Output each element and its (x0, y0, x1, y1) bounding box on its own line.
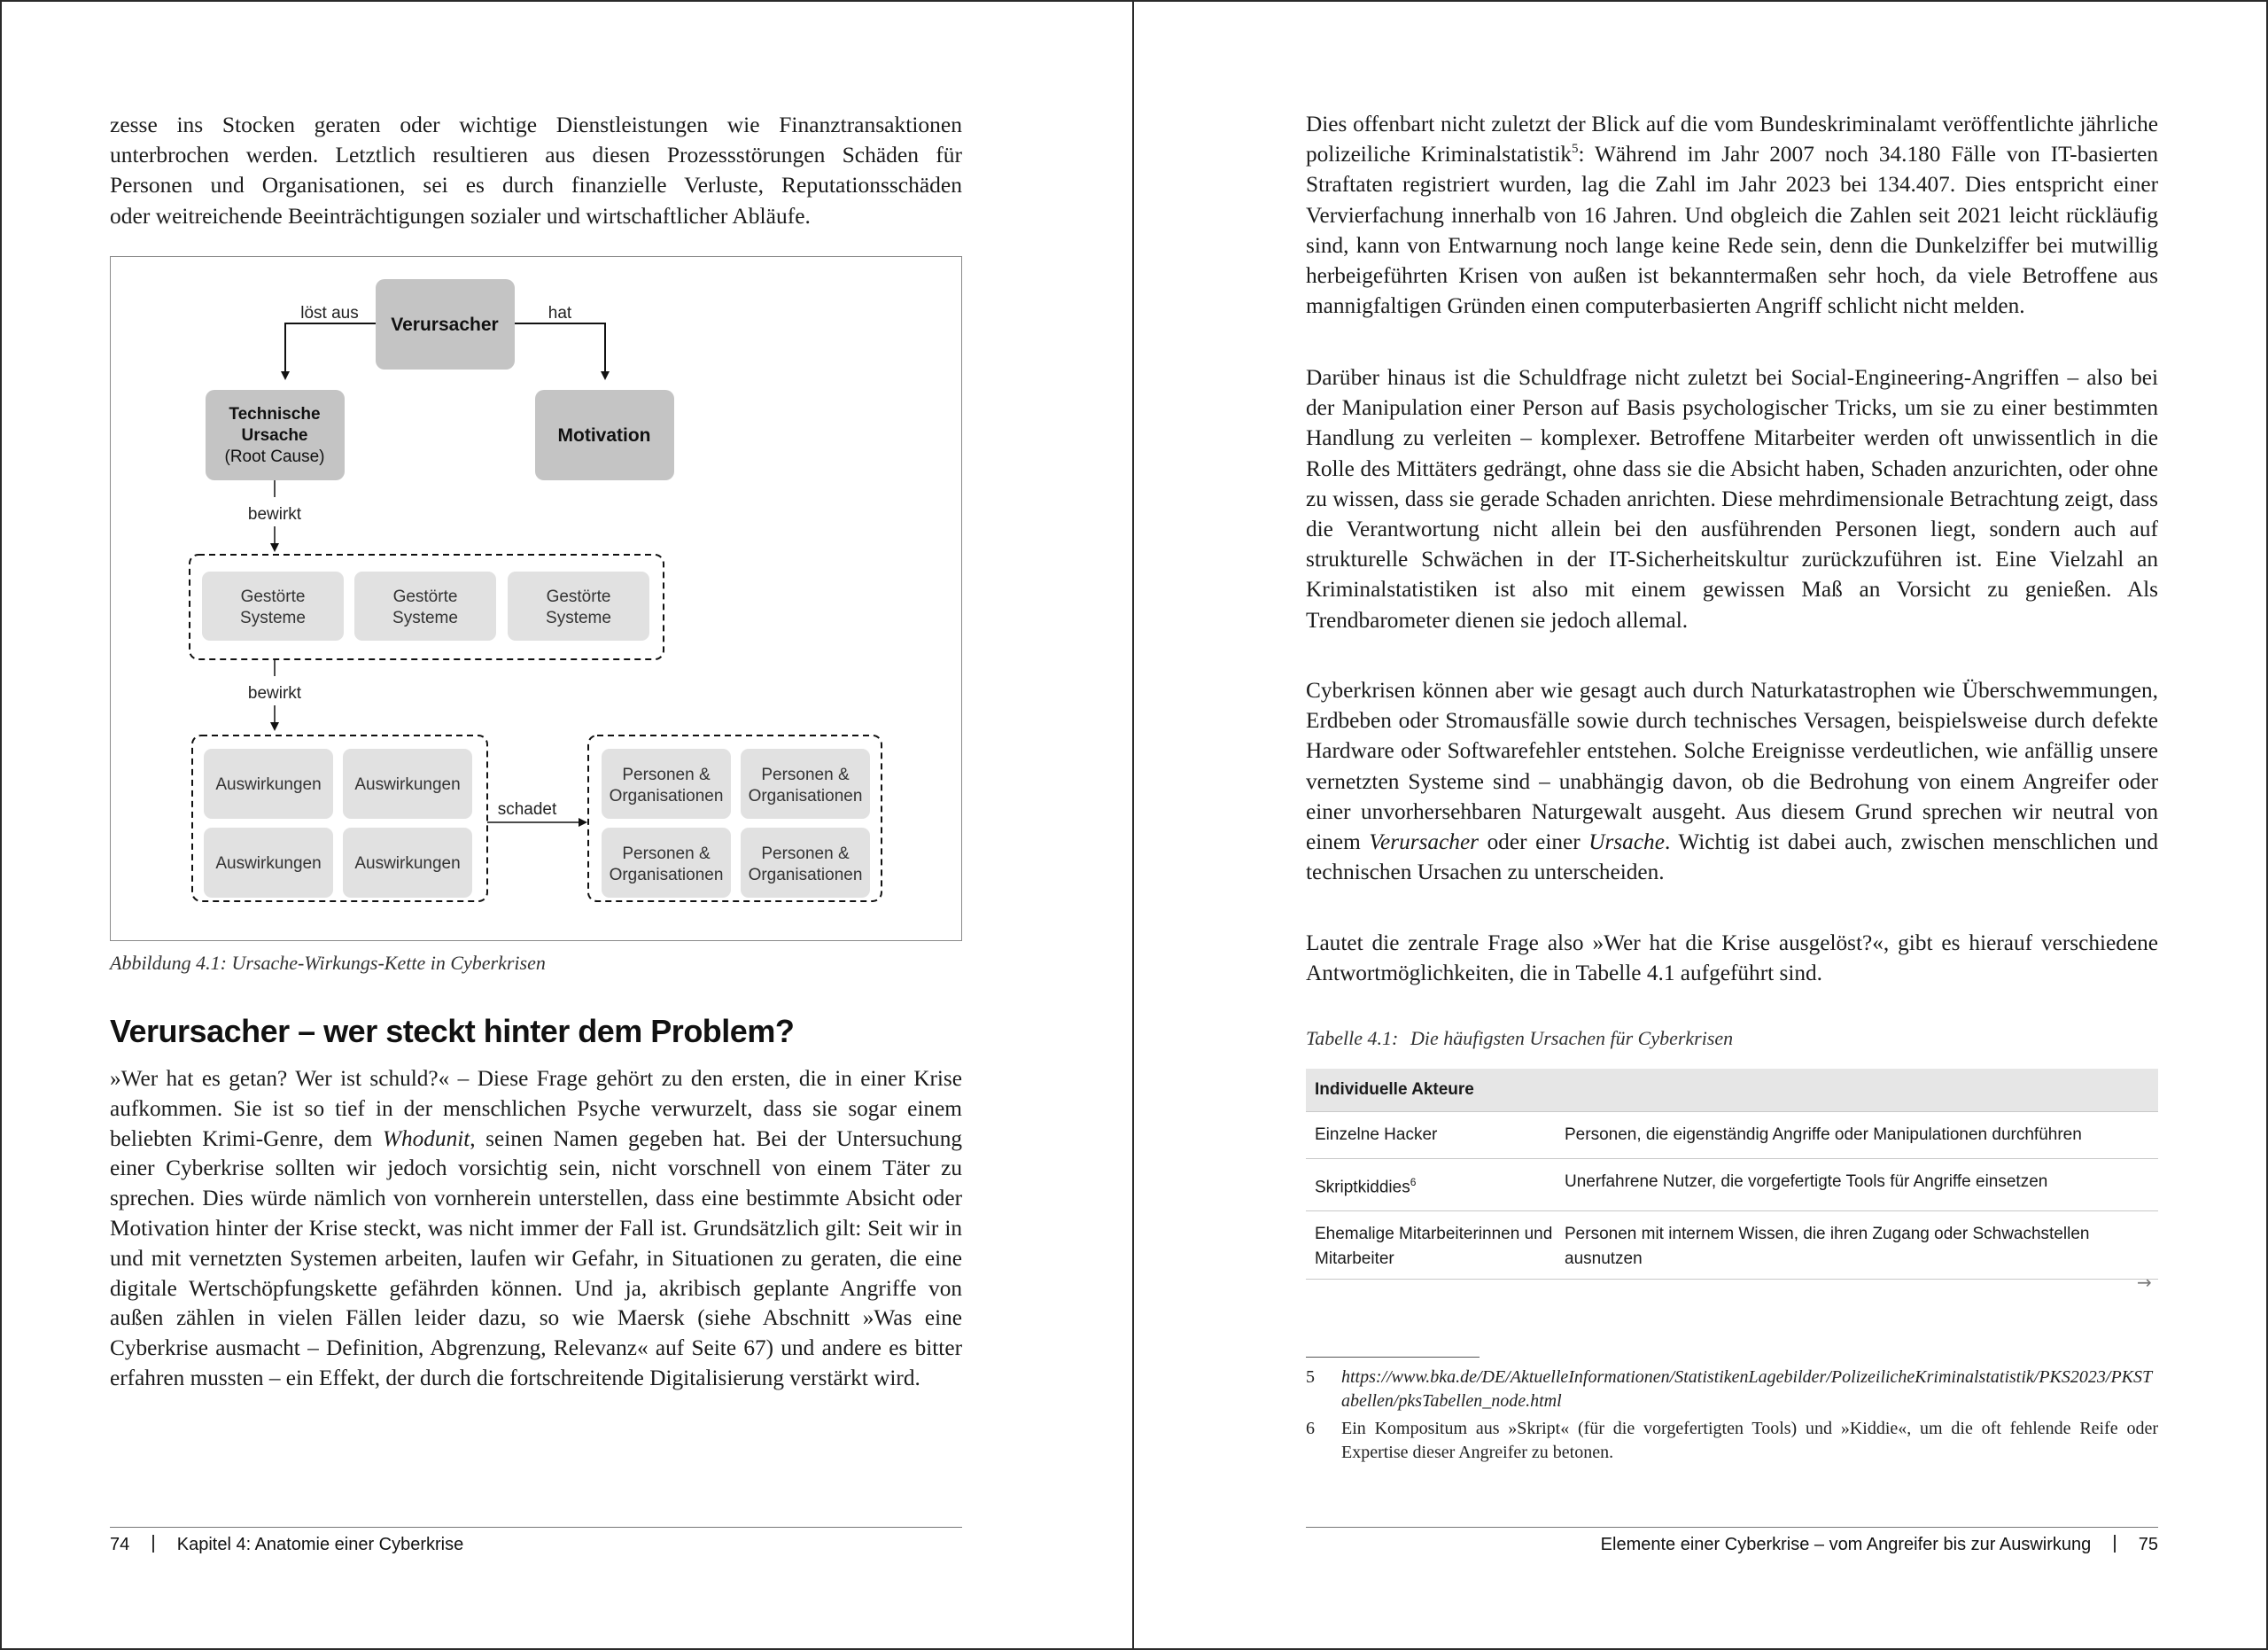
node-tech-line2: Ursache (241, 426, 308, 445)
disrupted-label-line1: Gestörte (546, 588, 611, 606)
edge-hat-label: hat (548, 304, 572, 323)
persons-label-line1: Personen & (622, 844, 711, 863)
footnote-rule (1306, 1357, 1480, 1358)
table-cell-actor (1306, 1170, 1565, 1200)
persons-label-line2: Organisationen (748, 787, 863, 806)
body-italic-term: Whodunit (382, 1125, 470, 1151)
paragraph-social-engineering: Darüber hinaus ist die Schuldfrage nicht zuletzt bei Social-Engineering-Angriffen – also bei der Manipulation einer Person auf Basis psychologischer Tricks, um sie zu einer bestimmten Handlung zu verleiten – komplexer. Betroffene Mitarbeiter werden oft unwissentlich in die Rolle des Mittäters gedrängt, ohne dass sie die Absicht haben, Schaden anzurichten, oder ohne zu wissen, dass sie gerade Schaden anrichten. Diese mehrdimensionale Betrachtung zeigt, dass die Verantwortung nicht allein bei den ausführenden Personen liegt, sondern auch auf strukturelle Schwächen in der IT-Sicherheitskultur zurückzuführen ist. Eine Vielzahl an Kriminalstatistiken ist also mit einem gewissen Maß an Vorsicht zu genießen. Als Trendbarometer dienen sie jedoch allemal. (1306, 365, 2158, 633)
footnote-6-text: Ein Kompositum aus »Skript« (für die vorgefertigten Tools) und »Kiddie«, um die oft fehlende Reife oder Expertise dieser Angreifer zu betonen. (1341, 1419, 2158, 1462)
table-caption-title: Die häufigsten Ursachen für Cyberkrisen (1410, 1027, 1734, 1049)
footnote-ref-5[interactable]: 5 (1571, 142, 1579, 157)
page-number: 75 (2138, 1535, 2158, 1554)
section-heading: Verursacher – wer steckt hinter dem Problem? (110, 1013, 795, 1049)
table-cell-description: Personen, die eigenständig Angriffe oder Manipulationen durchführen (1565, 1125, 2082, 1144)
table-cell-actor: Ehemalige Mitarbeiterinnen und Mitarbeiter (1315, 1225, 1553, 1269)
disrupted-label-line2: Systeme (392, 609, 458, 627)
paragraph-natural-causes (1306, 675, 2158, 887)
causes-table (1306, 1069, 2158, 1280)
edge-schadet-label: schadet (497, 800, 557, 819)
footnote-5 (1306, 1366, 2158, 1413)
p3-text-2: oder einer (1487, 829, 1581, 855)
persons-label-line1: Personen & (761, 766, 850, 784)
paragraph-question: Lautet die zentrale Frage also »Wer hat die Krise ausgelöst?«, gibt es hierauf verschiedene Antwortmöglichkeiten, die in Tabelle 4.1 aufgeführt sind. (1306, 930, 2158, 986)
table-cell-actor: Einzelne Hacker (1315, 1125, 1438, 1144)
footnote-number: 5 (1306, 1367, 1315, 1387)
effects-label: Auswirkungen (215, 854, 322, 873)
persons-label-line2: Organisationen (748, 866, 863, 884)
intro-line: zesse ins Stocken geraten oder wichtige Dienstleistungen wie Finanztransaktionen (110, 112, 962, 137)
p3-italic-verursacher: Verursacher (1369, 829, 1480, 855)
node-tech-line1: Technische (229, 405, 321, 424)
figure-caption: Abbildung 4.1: Ursache-Wirkungs-Kette in Cyberkrisen (110, 952, 546, 974)
intro-line: unterbrochen werden. Letztlich resultieren aus diesen Prozessstörungen Schäden für (110, 142, 962, 168)
p3-text-1: Cyberkrisen können aber wie gesagt auch durch Naturkatastrophen wie Überschwemmungen, Erdbeben oder Stromausfälle sowie durch technisches Versagen, beispielsweise durch defekte Hardware oder Softwarefehler entstehen. Solche Ereignisse verdeutlichen, wie anfällig unsere vernetzten Systeme sind – unabhängig davon, ob die Bedrohung von einem Angreifer oder einer unvorhersehbaren Naturgewalt ausgeht. Aus diesem Grund sprechen wir neutral von einem (1306, 678, 2158, 855)
disrupted-label-line2: Systeme (546, 609, 611, 627)
table-cell-description: Unerfahrene Nutzer, die vorgefertigte Tools für Angriffe einsetzen (1565, 1172, 2048, 1191)
paragraph-statistics (1306, 109, 2158, 321)
edge-bewirkt-1-label: bewirkt (247, 505, 302, 524)
body-text-1: »Wer hat es getan? Wer ist schuld?« – Diese Frage gehört zu den ersten, die in einer Krise aufkommen. Sie ist so tief in der menschlichen Psyche verwurzelt, dass sie sogar einem beliebten Krimi-Genre, dem (110, 1066, 962, 1151)
node-tech-line3: (Root Cause) (224, 448, 325, 466)
actor-name: Skriptkiddies (1315, 1178, 1410, 1197)
table-row (1306, 1211, 2158, 1280)
persons-label-line1: Personen & (622, 766, 711, 784)
chapter-title: Kapitel 4: Anatomie einer Cyberkrise (176, 1535, 464, 1554)
footer-rule (1306, 1527, 2158, 1528)
table-row (1306, 1112, 2158, 1159)
footer-separator (2114, 1535, 2116, 1553)
footnote-5-url[interactable]: https://www.bka.de/DE/AktuelleInformationen/StatistikenLagebilder/PolizeilicheKriminalstatistik/PKS2023/PKSTabellen/pksTabellen_node.html (1341, 1367, 2153, 1411)
persons-label-line2: Organisationen (609, 787, 724, 806)
effects-label: Auswirkungen (354, 775, 461, 794)
table-caption-number: Tabelle 4.1: (1306, 1027, 1399, 1049)
footnote-6 (1306, 1417, 2158, 1465)
p1-text-1: Dies offenbart nicht zuletzt der Blick auf die vom Bundeskriminalamt veröffentlichte jährliche polizeiliche Kriminalstatistik (1306, 112, 2158, 167)
table-cell-description: Personen mit internem Wissen, die ihren Zugang oder Schwachstellen ausnutzen (1565, 1225, 2090, 1269)
edge-bewirkt-2-label: bewirkt (247, 684, 302, 703)
footer-right (1601, 1535, 2158, 1555)
section-running-title: Elemente einer Cyberkrise – vom Angreifer bis zur Auswirkung (1600, 1535, 2092, 1554)
footnote-number: 6 (1306, 1419, 1315, 1438)
persons-label-line2: Organisationen (609, 866, 724, 884)
p3-italic-ursache: Ursache (1588, 829, 1665, 855)
p3-text-3: . Wichtig ist dabei auch, zwischen menschlichen und technischen Ursachen zu unterscheiden. (1306, 829, 2159, 885)
table-row (1306, 1159, 2158, 1211)
table-continues-arrow-icon: → (2137, 1272, 2152, 1293)
edge-loest-aus-label: löst aus (300, 304, 359, 323)
disrupted-label-line1: Gestörte (392, 588, 458, 606)
p1-text-2: : Während im Jahr 2007 noch 34.180 Fälle von IT-basierten Straftaten registriert wurden, lag die Zahl im Jahr 2023 bei 134.407. Dies entspricht einer Vervierfachung innerhalb von 16 Jahren. Und obgleich die Zahlen seit 2021 leicht rückläufig sind, kann von Entwarnung noch lange keine Rede sein, denn die Dunkelziffer bei mutwillig herbeigeführten Krisen von außen ist bekanntermaßen sehr hoch, da viele Betroffene aus mannigfaltigen Gründen einen computerbasierten Angriff schlicht nicht melden. (1306, 142, 2158, 319)
disrupted-label-line2: Systeme (240, 609, 306, 627)
page-number: 74 (110, 1535, 130, 1554)
intro-line: Personen und Organisationen, sei es durch finanzielle Verluste, Reputationsschäden (110, 172, 962, 198)
footnote-link[interactable] (1341, 1366, 2158, 1413)
disrupted-label-line1: Gestörte (240, 588, 306, 606)
body-text-2: , seinen Namen gegeben hat. Bei der Untersuchung einer Cyberkrise sollten wir jedoch vorsichtig sein, nicht vorschnell von einem Täter zu sprechen. Dies würde nämlich von vornherein unterstellen, dass eine bestimmte Absicht oder Motivation hinter der Krise steckt, was nicht immer der Fall ist. Grundsätzlich gilt: Seit wir in und mit vernetzten Systemen arbeiten, laufen wir Gefahr, in Situationen zu geraten, die eine digitale Wertschöpfungskette gefährden können. Und ja, akribisch geplante Angriffe von außen zählen in vielen Fällen leider dazu, so wie Maersk (siehe Abschnitt »Was eine Cyberkrise ausmacht – Definition, Abgrenzung, Relevanz« auf Seite 67) und andere es bitter erfahren mussten – ein Effekt, der durch die fortschreitende Digitalisierung verstärkt wird. (110, 1125, 962, 1390)
node-verursacher-label: Verursacher (391, 315, 499, 335)
effects-label: Auswirkungen (215, 775, 322, 794)
table-group-header: Individuelle Akteure (1306, 1069, 2158, 1112)
persons-label-line1: Personen & (761, 844, 850, 863)
effects-label: Auswirkungen (354, 854, 461, 873)
table-caption (1306, 1027, 1733, 1050)
node-motivation-label: Motivation (557, 425, 651, 446)
intro-line: oder weitreichende Beeinträchtigungen sozialer und wirtschaftlicher Abläufe. (110, 202, 811, 229)
footnote-ref-6[interactable]: 6 (1410, 1176, 1417, 1188)
